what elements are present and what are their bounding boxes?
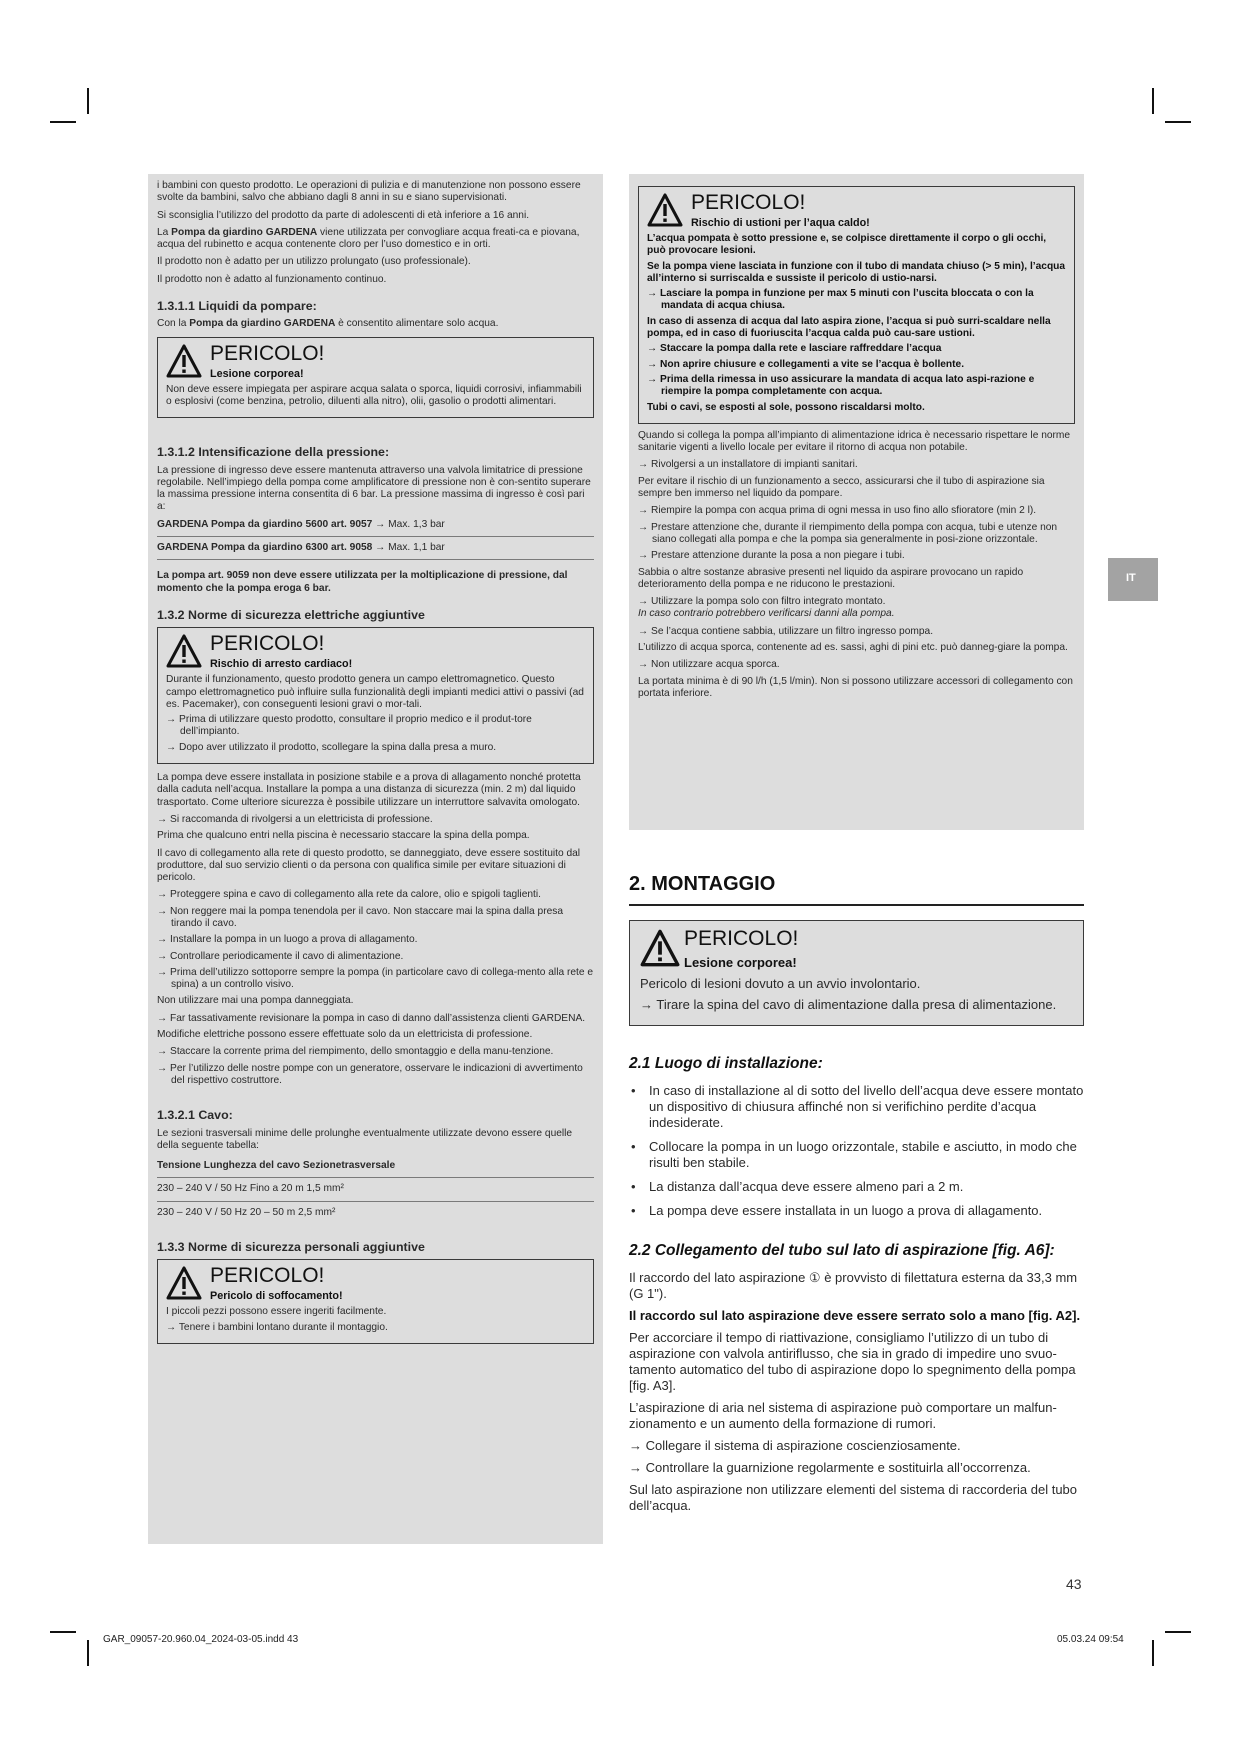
right-top-column: [629, 174, 1084, 830]
instruction: → Staccare la corrente prima del riempimento, dello smontaggio e della manu-tenzione.: [157, 1046, 554, 1058]
instruction: → Riempire la pompa con acqua prima di ogni messa in uso fino allo sfioratore (min 2 l).: [638, 505, 1037, 517]
intro-paragraph: Si sconsiglia l’utilizzo del prodotto da parte di adolescenti di età inferiore a 16 anni.: [157, 209, 530, 221]
crop-mark: [1152, 88, 1154, 114]
danger-title: PERICOLO!: [691, 191, 806, 214]
liquids-heading: 1.3.1.1 Liquidi da pompare:: [157, 299, 317, 314]
body-paragraph-bold: Il raccordo sul lato aspirazione deve essere serrato solo a mano [fig. A2].: [629, 1308, 1081, 1323]
language-tab-label: IT: [1126, 572, 1136, 584]
danger-title: PERICOLO!: [684, 927, 799, 950]
instruction: → Prima dell’utilizzo sottoporre sempre la pompa (in particolare cavo di collega-mento alla rete e spina) a un controllo visivo.: [157, 966, 593, 991]
warning-triangle-icon: [166, 634, 202, 668]
danger-instruction: → Dopo aver utilizzato il prodotto, scollegare la spina dalla presa a muro.: [166, 741, 497, 753]
electric-paragraph: Il cavo di collegamento alla rete di questo prodotto, se danneggiato, deve essere sostituito dal produttore, dal suo servizio clienti o da persona con qualifica simile per evitare situazioni di pericolo.: [157, 847, 581, 884]
cable-table-row: 230 – 240 V / 50 Hz 20 – 50 m 2,5 mm²: [157, 1206, 336, 1218]
danger-title: PERICOLO!: [210, 341, 325, 365]
danger-instruction: → Tirare la spina del cavo di alimentazione dalla presa di alimentazione.: [640, 997, 1057, 1012]
danger-title: PERICOLO!: [210, 632, 325, 656]
electric-paragraph: La pompa deve essere installata in posizione stabile e a prova di allagamento nonché protetta dalla caduta nell’acqua. Installare la pompa a una distanza di sicurezza (min. 2 m) dal liquido trasportato. Come ulteriore sicurezza è possibile utilizzare un interruttore salvavita omologato.: [157, 772, 581, 808]
danger-box-cardiac: [157, 627, 594, 764]
supply-paragraph: L’utilizzo di acqua sporca, contenente ad es. sassi, aghi di pini etc. può danneg-giare la pompa.: [638, 642, 1068, 654]
instruction: → Utilizzare la pompa solo con filtro integrato montato.: [638, 596, 886, 608]
instruction: → Per l’utilizzo delle nostre pompe con un generatore, osservare le indicazioni di avvertimento del rispettivo costruttore.: [157, 1062, 583, 1086]
divider: [157, 559, 594, 560]
danger-text: In caso di assenza di acqua dal lato aspira zione, l’acqua si può surri-scaldare nella pompa, ed in caso di fuoriuscita l’acqua calda può cau-sare ustioni.: [647, 315, 1051, 340]
danger-instruction: → Lasciare la pompa in funzione per max 5 minuti con l’uscita bloccata o con la mandata di acqua chiusa.: [647, 288, 1034, 312]
personal-heading: 1.3.3 Norme di sicurezza personali aggiuntive: [157, 1240, 425, 1255]
instruction: → Proteggere spina e cavo di collegamento alla rete da calore, olio e spigoli taglienti.: [157, 889, 541, 901]
supply-paragraph: Sabbia o altre sostanze abrasive presenti nel liquido da aspirare provocano un rapido deterioramento della pompa e ne riducono le prestazioni.: [638, 566, 1024, 590]
electric-heading: 1.3.2 Norme di sicurezza elettriche aggiuntive: [157, 607, 425, 622]
instruction: → Non utilizzare acqua sporca.: [638, 659, 780, 671]
danger-text: Pericolo di lesioni dovuto a un avvio involontario.: [640, 976, 921, 991]
subsection-heading: 2.2 Collegamento del tubo sul lato di aspirazione [fig. A6]:: [629, 1242, 1055, 1259]
danger-text: L’acqua pompata è sotto pressione e, se colpisce direttamente il corpo o gli occhi, può provocare lesioni.: [647, 233, 1047, 257]
instruction: → Far tassativamente revisionare la pompa in caso di danno dall’assistenza clienti GARDENA.: [157, 1012, 586, 1024]
instruction: → Si raccomanda di rivolgersi a un elettricista di professione.: [157, 813, 433, 825]
warning-triangle-icon: [166, 344, 202, 378]
danger-title: PERICOLO!: [210, 1264, 325, 1288]
danger-box-startup: [629, 920, 1084, 1026]
danger-instruction: → Non aprire chiusure e collegamenti a vite se l’acqua è bollente.: [647, 358, 965, 370]
crop-mark: [1152, 1640, 1154, 1666]
intro-paragraph: i bambini con questo prodotto. Le operazioni di pulizia e di manutenzione non possono essere svolte da bambini, salvo che abbiano dagli 8 anni in su e siano supervisionati.: [157, 180, 581, 204]
list-item: • La distanza dall’acqua deve essere almeno pari a 2 m.: [629, 1179, 1084, 1195]
supply-paragraph: La portata minima è di 90 l/h (1,5 l/min). Non si possono utilizzare accessori di collegamento con portata inferiore.: [638, 675, 1073, 699]
body-paragraph: Per accorciare il tempo di riattivazione, consigliamo l’utilizzo di un tubo di aspirazione con valvola antiriflusso, che sia in grado di impedire uno svuo-tamento automatico del tubo di aspirazione dopo lo spegnimento della pompa [fig. A3].: [629, 1330, 1076, 1393]
montaggio-section: [629, 872, 1084, 1552]
danger-text: Se la pompa viene lasciata in funzione con il tubo di mandata chiuso (> 5 min), l’acqua all’interno si surriscalda e sussiste il pericolo di ustio-narsi.: [647, 260, 1066, 284]
crop-mark: [87, 88, 89, 114]
instruction: → Controllare la guarnizione regolarmente e sostituirla all’occorrenza.: [629, 1460, 1031, 1475]
liquids-paragraph: Con la Pompa da giardino GARDENA è consentito alimentare solo acqua.: [157, 318, 499, 330]
danger-text: Non deve essere impiegata per aspirare acqua salata o sporca, liquidi corrosivi, infiammabili o esplosivi (come benzina, petrolio, diluenti alla nitro), olii, gasolio o prodotti alimentari.: [166, 383, 582, 407]
intro-paragraph: Il prodotto non è adatto al funzionamento continuo.: [157, 273, 387, 285]
section-title: 2. MONTAGGIO: [629, 872, 1084, 906]
instruction: → Installare la pompa in un luogo a prova di allagamento.: [157, 934, 418, 946]
file-name: GAR_09057-20.960.04_2024-03-05.indd 43: [103, 1634, 299, 1645]
divider: [157, 536, 594, 537]
pressure-heading: 1.3.1.2 Intensificazione della pressione:: [157, 445, 390, 460]
crop-mark: [50, 121, 76, 123]
language-tab: [1108, 558, 1158, 601]
danger-box-burns: [638, 186, 1075, 424]
crop-mark: [50, 1631, 76, 1633]
list-item: • Collocare la pompa in un luogo orizzontale, stabile e asciutto, in modo che risulti ben stabile.: [629, 1139, 1084, 1171]
warning-triangle-icon: [640, 929, 680, 967]
italic-note: In caso contrario potrebbero verificarsi danni alla pompa.: [638, 608, 895, 620]
pressure-row: GARDENA Pompa da giardino 5600 art. 9057 → Max. 1,3 bar: [157, 518, 445, 530]
pressure-row: GARDENA Pompa da giardino 6300 art. 9058 → Max. 1,1 bar: [157, 542, 445, 554]
danger-subtitle: Rischio di ustioni per l’aqua caldo!: [691, 217, 870, 229]
cable-heading: 1.3.2.1 Cavo:: [157, 1108, 233, 1123]
danger-instruction: → Staccare la pompa dalla rete e lasciare raffreddare l’acqua: [647, 343, 942, 355]
warning-triangle-icon: [647, 193, 683, 227]
instruction: → Rivolgersi a un installatore di impianti sanitari.: [638, 459, 858, 471]
crop-mark: [1165, 1631, 1191, 1633]
instruction: → Prestare attenzione durante la posa a non piegare i tubi.: [638, 550, 905, 562]
danger-instruction: → Tenere i bambini lontano durante il montaggio.: [166, 1321, 388, 1333]
electric-paragraph: Non utilizzare mai una pompa danneggiata.: [157, 995, 354, 1007]
warning-triangle-icon: [166, 1266, 202, 1300]
instruction: → Se l’acqua contiene sabbia, utilizzare un filtro ingresso pompa.: [638, 625, 934, 637]
instruction: → Non reggere mai la pompa tenendola per il cavo. Non staccare mai la spina dalla presa tirando il cavo.: [157, 905, 564, 929]
danger-text: Tubi o cavi, se esposti al sole, possono riscaldarsi molto.: [647, 401, 925, 413]
electric-paragraph: Modifiche elettriche possono essere effettuate solo da un elettricista di professione.: [157, 1029, 533, 1041]
danger-instruction: → Prima di utilizzare questo prodotto, consultare il proprio medico e il produt-tore dell’impianto.: [166, 714, 532, 738]
pressure-note: La pompa art. 9059 non deve essere utilizzata per la moltiplicazione di pressione, dal momento che la pompa eroga 6 bar.: [157, 570, 568, 594]
instruction: → Prestare attenzione che, durante il riempimento della pompa con acqua, tubi e utenze non siano collegati alla pompa e che la pompa sia generalmente in posi-zione orizzontale.: [638, 521, 1058, 545]
left-column: [148, 174, 603, 1544]
page-number: 43: [1066, 1576, 1082, 1592]
crop-mark: [1165, 121, 1191, 123]
divider: [157, 1201, 594, 1202]
danger-subtitle: Pericolo di soffocamento!: [210, 1290, 343, 1303]
danger-subtitle: Lesione corporea!: [684, 955, 797, 970]
list-item: • In caso di installazione al di sotto del livello dell’acqua deve essere montato un dispositivo di chiusura affinché non si verifichino perdite d’acqua indesiderate.: [629, 1083, 1084, 1131]
supply-paragraph: Per evitare il rischio di un funzionamento a secco, assicurarsi che il tubo di aspirazione sia sempre ben immerso nel liquido da pompare.: [638, 475, 1045, 500]
danger-text: I piccoli pezzi possono essere ingeriti facilmente.: [166, 1306, 387, 1318]
electric-paragraph: Prima che qualcuno entri nella piscina è necessario staccare la spina della pompa.: [157, 830, 530, 842]
intended-use-paragraph: La Pompa da giardino GARDENA viene utilizzata per convogliare acqua freati-ca e piovana, acqua del rubinetto e acqua contenente cloro per l’uso domestico e in orti.: [157, 226, 580, 251]
danger-text: Durante il funzionamento, questo prodotto genera un campo elettromagnetico. Questo campo elettromagnetico può influire sulla funzionalità degli impianti medici attivi o passivi (ad es. Pacemaker), con conseguenti lesioni gravi o mor-tali.: [166, 674, 584, 710]
divider: [157, 1177, 594, 1178]
instruction: → Collegare il sistema di aspirazione coscienziosamente.: [629, 1438, 961, 1453]
cable-paragraph: Le sezioni trasversali minime delle prolunghe eventualmente utilizzate devono essere quelle della seguente tabella:: [157, 1127, 573, 1151]
crop-mark: [87, 1640, 89, 1666]
intro-paragraph: Il prodotto non è adatto per un utilizzo prolungato (uso professionale).: [157, 256, 471, 268]
print-date: 05.03.24 09:54: [1057, 1634, 1124, 1645]
body-paragraph: Sul lato aspirazione non utilizzare elementi del sistema di raccorderia del tubo dell’acqua.: [629, 1482, 1078, 1513]
body-paragraph: Il raccordo del lato aspirazione ① è provvisto di filettatura esterna da 33,3 mm (G 1").: [629, 1270, 1078, 1301]
cable-table-row: 230 – 240 V / 50 Hz Fino a 20 m 1,5 mm²: [157, 1183, 344, 1195]
danger-box-injury: [157, 337, 594, 419]
pressure-paragraph: La pressione di ingresso deve essere mantenuta attraverso una valvola limitatrice di pressione regolabile. Nell’impiego della pompa come amplificatore di pressione non è con-sentito superare la massima pressione interna consentita di 6 bar. La pressione massima di ingresso è così pari a:: [157, 464, 591, 513]
danger-subtitle: Rischio di arresto cardiaco!: [210, 658, 353, 671]
instruction: → Controllare periodicamente il cavo di alimentazione.: [157, 950, 404, 962]
list-item: • La pompa deve essere installata in un luogo a prova di allagamento.: [629, 1203, 1084, 1219]
cable-table-header: Tensione Lunghezza del cavo Sezionetrasversale: [157, 1160, 396, 1172]
danger-instruction: → Prima della rimessa in uso assicurare la mandata di acqua lato aspi-razione e riempire la pompa completamente con acqua.: [647, 373, 1035, 398]
subsection-heading: 2.1 Luogo di installazione:: [629, 1055, 823, 1072]
danger-subtitle: Lesione corporea!: [210, 367, 304, 380]
supply-paragraph: Quando si collega la pompa all’impianto di alimentazione idrica è necessario rispettare le norme sanitarie vigenti a livello locale per evitare il ritorno di acqua non potabile.: [638, 429, 1071, 454]
danger-box-suffocation: [157, 1259, 594, 1344]
body-paragraph: L’aspirazione di aria nel sistema di aspirazione può comportare un malfun-zionamento e un aumento della formazione di rumori.: [629, 1400, 1057, 1431]
